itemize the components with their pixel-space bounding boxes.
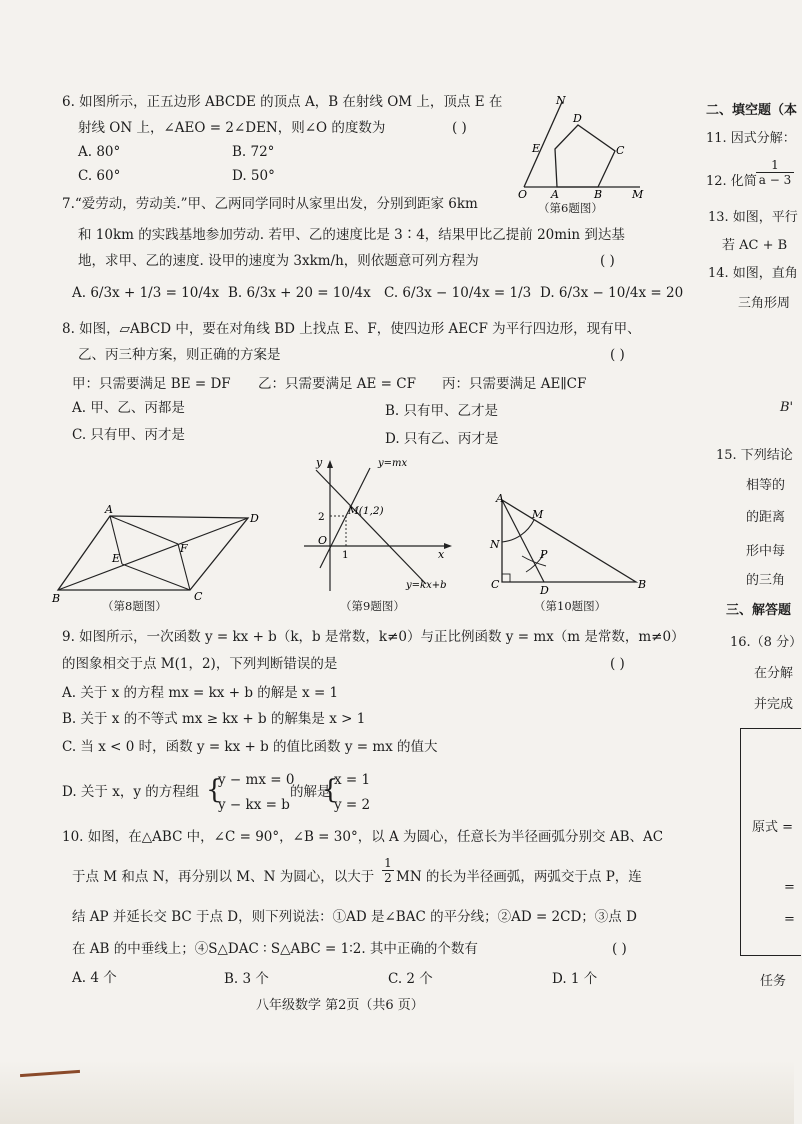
q10-line2-post: MN 的长为半径画弧，两弧交于点 P，连 — [396, 869, 642, 885]
label-O: O — [318, 534, 328, 547]
q16-equals-1: = — [784, 880, 795, 895]
q16-fragment-b: 在分解 — [754, 666, 794, 681]
q12-prefix: 12. 化简 — [706, 174, 757, 189]
q6-option-c: C. 60° — [78, 168, 121, 184]
q8-plan-bing: 丙：只需要满足 AE∥CF — [442, 376, 587, 392]
q8-option-c: C. 只有甲、丙才是 — [72, 427, 185, 443]
q6-line2: 射线 ON 上，∠AEO = 2∠DEN，则∠O 的度数为 — [78, 120, 386, 136]
q16-equals-2: = — [784, 912, 795, 927]
label-A: A — [496, 492, 504, 505]
q8-parallelogram-figure — [50, 502, 270, 604]
q9-line2: 的图象相交于点 M(1，2)，下列判断错误的是 — [62, 656, 338, 672]
label-M: M — [632, 188, 644, 201]
fraction-numerator: 1 — [384, 856, 392, 870]
q9-option-b: B. 关于 x 的不等式 mx ≥ kx + b 的解集是 x > 1 — [62, 711, 366, 727]
label-ymx: y=mx — [378, 458, 408, 469]
label-ykxb: y=kx+b — [406, 580, 447, 591]
label-y: y — [316, 456, 323, 469]
q9-solution-y: y = 2 — [334, 797, 371, 813]
label-C: C — [194, 590, 203, 603]
q6-paren: ( ) — [452, 120, 467, 136]
label-B: B — [594, 188, 603, 201]
q7-line1: 7.“爱劳动，劳动美.”甲、乙两同学同时从家里出发，分别到距家 6km — [62, 196, 478, 212]
q8-option-a: A. 甲、乙、丙都是 — [72, 400, 185, 416]
section-answer: 三、解答题 — [726, 603, 792, 618]
q8-paren: ( ) — [610, 347, 625, 363]
q8-caption: （第8题图） — [102, 599, 167, 613]
label-A: A — [105, 503, 113, 516]
q8-line2: 乙、丙三种方案，则正确的方案是 — [78, 347, 281, 363]
q9-option-d-mid: 的解是 — [290, 784, 331, 800]
label-O: O — [518, 188, 528, 201]
q6-line1: 6. 如图所示，正五边形 ABCDE 的顶点 A，B 在射线 OM 上，顶点 E 在 — [62, 94, 503, 110]
q10-triangle-figure — [488, 492, 658, 598]
label-P: P — [540, 548, 548, 561]
q6-option-b: B. 72° — [232, 144, 275, 160]
q7-option-c: C. 6/3x − 10/4x = 1/3 — [384, 285, 532, 301]
q9-line1: 9. 如图所示，一次函数 y = kx + b（k，b 是常数，k≠0）与正比例函数 y = mx（m 是常数，m≠0） — [62, 629, 685, 645]
q8-line1: 8. 如图，▱ABCD 中，要在对角线 BD 上找点 E、F，使四边形 AECF 为平行四边形，现有甲、 — [62, 321, 641, 337]
q10-paren: ( ) — [612, 941, 627, 957]
q12-numerator: 1 — [771, 158, 779, 172]
page-bottom-shade — [0, 1060, 794, 1124]
q9-system-eq1: y − mx = 0 — [218, 772, 295, 788]
label-N: N — [556, 94, 566, 107]
q9-graph-figure — [296, 456, 456, 598]
q8-plan-jia: 甲：只需要满足 BE = DF — [72, 376, 231, 392]
label-x: x — [438, 548, 445, 561]
q10-fraction — [382, 856, 394, 885]
q10-option-b: B. 3 个 — [224, 971, 269, 987]
q9-brace-2: { — [322, 775, 339, 805]
label-D: D — [573, 112, 582, 125]
q15-fragment-a: 15. 下列结论 — [716, 448, 793, 463]
q7-paren: ( ) — [600, 253, 615, 269]
q9-option-d-prefix: D. 关于 x，y 的方程组 — [62, 784, 200, 800]
label-1: 1 — [342, 549, 349, 561]
label-2: 2 — [318, 511, 325, 523]
q10-line2-pre: 于点 M 和点 N，再分别以 M、N 为圆心，以大于 — [72, 869, 375, 885]
q9-paren: ( ) — [610, 656, 625, 672]
q8-option-d: D. 只有乙、丙才是 — [385, 431, 499, 447]
label-E: E — [532, 142, 541, 155]
q14-fragment-b: 三角形周 — [738, 296, 791, 311]
q8-option-b: B. 只有甲、乙才是 — [385, 403, 499, 419]
q6-option-a: A. 80° — [78, 144, 121, 160]
label-N: N — [490, 538, 500, 551]
label-B: B — [52, 592, 61, 605]
q15-fragment-c: 的距离 — [746, 510, 786, 525]
q12-fraction — [756, 158, 794, 187]
q9-system-eq2: y − kx = b — [218, 797, 290, 813]
label-D: D — [250, 512, 259, 525]
q7-line2: 和 10km 的实践基地参加劳动. 若甲、乙的速度比是 3∶4，结果甲比乙提前 20min 到达基 — [78, 227, 625, 243]
label-A: A — [551, 188, 559, 201]
q13-fragment-b: 若 AC + B — [722, 238, 788, 253]
q10-option-c: C. 2 个 — [388, 971, 433, 987]
label-D: D — [540, 584, 549, 597]
q7-line3: 地，求甲、乙的速度. 设甲的速度为 3xkm/h，则依题意可列方程为 — [78, 253, 479, 269]
label-B: B — [638, 578, 647, 591]
label-C: C — [616, 144, 625, 157]
q9-brace-1: { — [206, 775, 223, 805]
q7-option-d: D. 6/3x − 10/4x = 20 — [540, 285, 684, 301]
q7-option-a: A. 6/3x + 1/3 = 10/4x — [72, 285, 220, 301]
q9-caption: （第9题图） — [340, 599, 405, 613]
q14-label-bprime: B' — [780, 400, 794, 415]
page-footer: 八年级数学 第2页（共6 页） — [256, 998, 424, 1013]
q15-fragment-d: 形中每 — [746, 544, 786, 559]
q11-fragment: 11. 因式分解： — [706, 131, 796, 146]
q9-solution-x: x = 1 — [334, 772, 371, 788]
q15-fragment-e: 的三角 — [746, 573, 786, 588]
label-F: F — [180, 542, 188, 555]
q16-yuanshi: 原式 = — [752, 820, 794, 835]
q10-option-a: A. 4 个 — [72, 970, 117, 986]
q10-caption: （第10题图） — [534, 599, 607, 613]
q8-plan-yi: 乙：只需要满足 AE = CF — [258, 376, 416, 392]
section-fill-blank: 二、填空题（本 — [706, 103, 798, 118]
q10-line1: 10. 如图，在△ABC 中，∠C = 90°，∠B = 30°，以 A 为圆心，任意长为半径画弧分别交 AB、AC — [62, 829, 664, 845]
q6-caption: （第6题图） — [538, 201, 603, 215]
q7-option-b: B. 6/3x + 20 = 10/4x — [228, 285, 371, 301]
q10-option-d: D. 1 个 — [552, 971, 598, 987]
q9-option-c: C. 当 x < 0 时，函数 y = kx + b 的值比函数 y = mx 的值大 — [62, 739, 438, 755]
q16-fragment-c: 并完成 — [754, 697, 794, 712]
fraction-denominator: 2 — [382, 870, 394, 885]
q6-pentagon-figure — [510, 92, 650, 202]
q16-fragment-a: 16.（8 分） — [730, 635, 802, 650]
q9-option-a: A. 关于 x 的方程 mx = kx + b 的解是 x = 1 — [62, 685, 339, 701]
q10-line3: 结 AP 并延长交 BC 于点 D，则下列说法：①AD 是∠BAC 的平分线；②AD = 2CD；③点 D — [72, 909, 637, 925]
q12-denominator: a − 3 — [756, 172, 794, 187]
q10-line4: 在 AB 的中垂线上；④S△DAC ∶ S△ABC = 1∶2. 其中正确的个数有 — [72, 941, 478, 957]
label-M: M — [532, 508, 544, 521]
label-E: E — [112, 552, 121, 565]
q15-fragment-b: 相等的 — [746, 478, 786, 493]
q13-fragment-a: 13. 如图，平行 — [708, 210, 798, 225]
q16-task: 任务 — [760, 974, 787, 989]
label-C: C — [491, 578, 500, 591]
q14-fragment-a: 14. 如图，直角 — [708, 266, 798, 281]
q6-option-d: D. 50° — [232, 168, 275, 184]
label-M: M(1,2) — [348, 505, 384, 517]
